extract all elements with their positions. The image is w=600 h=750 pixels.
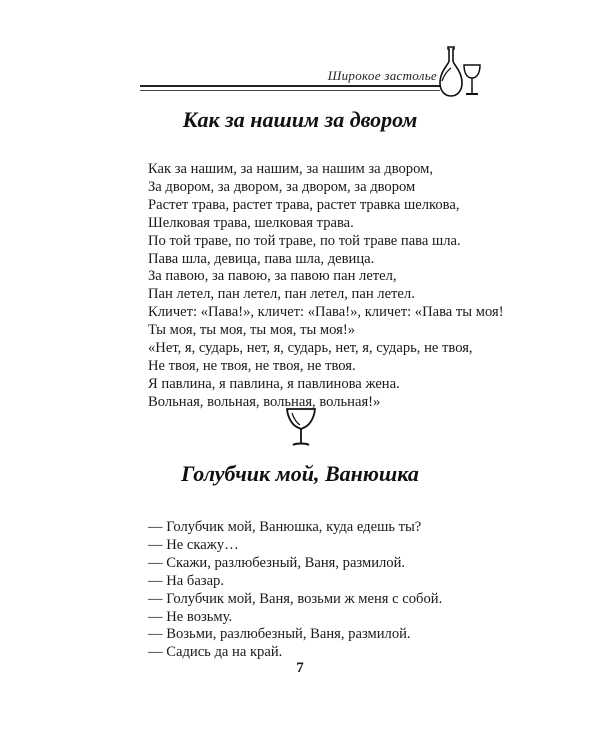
poem-line: — Голубчик мой, Ванюшка, куда едешь ты?: [148, 519, 422, 535]
poem-line: За павою, за павою, за павою пан летел,: [148, 268, 397, 285]
poem-line: Ты моя, ты моя, ты моя, ты моя!»: [148, 322, 356, 339]
poem-line: — Голубчик мой, Ваня, возьми ж меня с собой.: [148, 590, 443, 607]
poem-line: Шелковая трава, шелковая трава.: [148, 214, 354, 231]
decanter-and-glass-icon: [436, 43, 484, 103]
header-rule-thin: [140, 90, 440, 91]
poem-line: — Не скажу…: [148, 536, 239, 553]
poem-line: Растет трава, растет трава, растет травка шелкова,: [148, 196, 460, 213]
poem-line: — На базар.: [148, 572, 224, 589]
cocktail-glass-icon: [285, 405, 317, 449]
poem-title: Как за нашим за двором: [182, 107, 418, 132]
poem-line: Вольная, вольная, вольная, вольная!»: [148, 393, 381, 410]
poem-line: Пан летел, пан летел, пан летел, пан летел.: [148, 286, 415, 303]
poem-line: — Скажи, разлюбезный, Ваня, размилой.: [148, 554, 406, 571]
poem-line: «Нет, я, сударь, нет, я, сударь, нет, я, сударь, не твоя,: [148, 340, 473, 357]
poem-line: Пава шла, девица, пава шла, девица.: [148, 250, 375, 267]
page-number: 7: [296, 660, 304, 676]
poem-line: Кличет: «Пава!», кличет: «Пава!», кличет: «Пава ты моя!: [148, 304, 504, 321]
poem-line: По той траве, по той траве, по той траве пава шла.: [148, 232, 461, 249]
running-title: Широкое застолье: [327, 68, 437, 83]
poem-line: — Садись да на край.: [148, 644, 283, 661]
poem-line: — Не возьму.: [148, 608, 233, 625]
poem-line: За двором, за двором, за двором, за двором: [148, 178, 416, 195]
poem-body: [148, 519, 488, 662]
header-rule-thick: [140, 85, 440, 87]
poem-line: Не твоя, не твоя, не твоя, не твоя.: [148, 357, 356, 374]
poem-line: Как за нашим, за нашим, за нашим за двором,: [148, 161, 433, 177]
poem-line: Я павлина, я павлина, я павлинова жена.: [148, 375, 400, 392]
poem-body: [148, 161, 504, 412]
poem-line: — Возьми, разлюбезный, Ваня, размилой.: [148, 626, 411, 643]
running-header: [0, 0, 600, 110]
poem-title: Голубчик мой, Ванюшка: [181, 461, 419, 486]
